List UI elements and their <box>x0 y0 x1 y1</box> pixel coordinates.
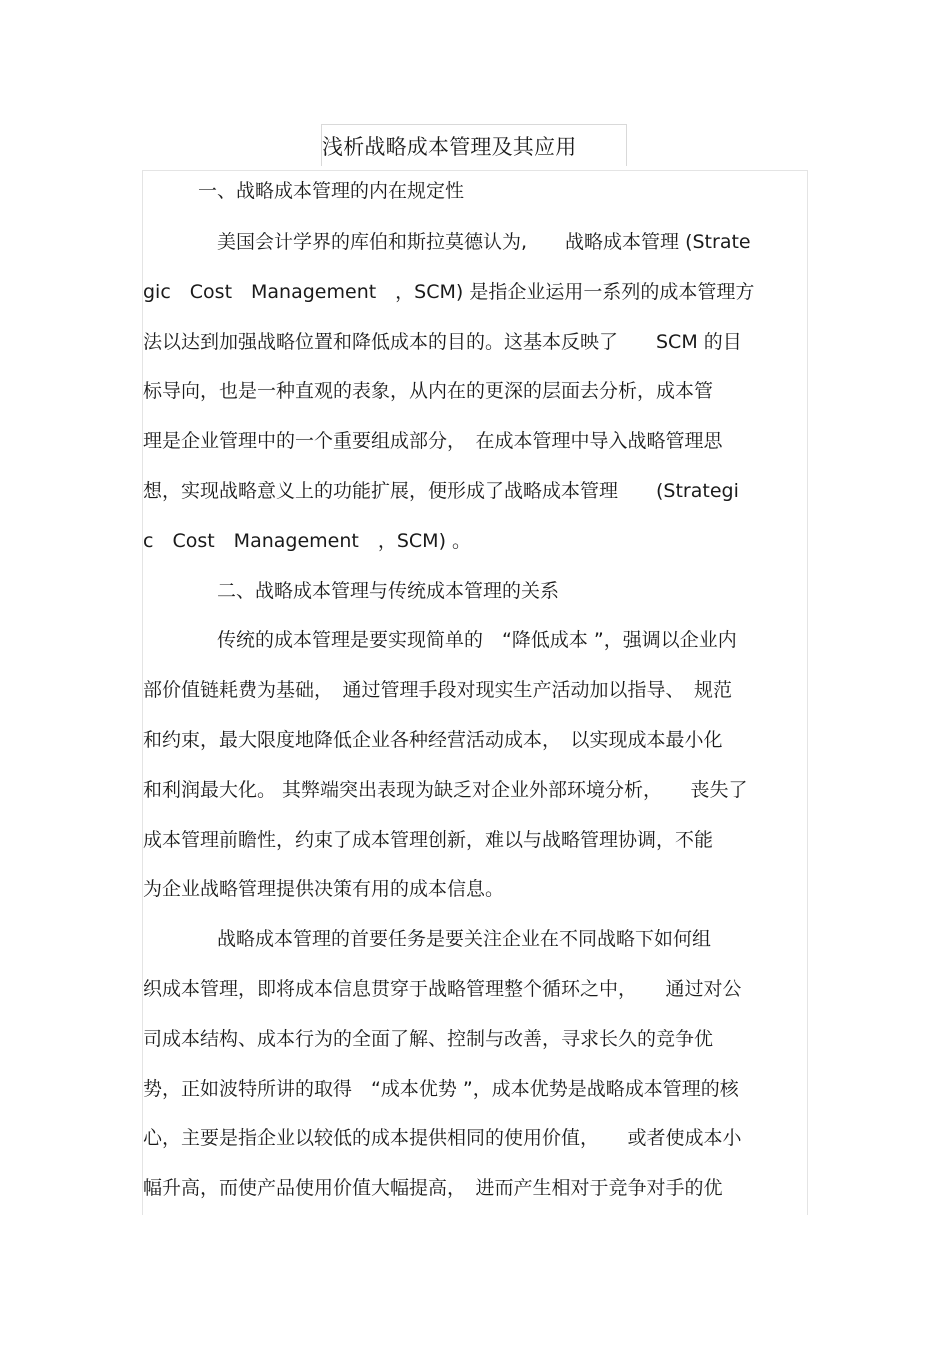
paragraph-line: 战略成本管理的首要任务是要关注企业在不同战略下如何组 <box>217 928 712 950</box>
paragraph-line: 法以达到加强战略位置和降低成本的目的。这基本反映了 SCM 的目 <box>143 331 742 353</box>
section-heading-2: 二、战略成本管理与传统成本管理的关系 <box>217 580 560 602</box>
paragraph-line: 和利润最大化。 其弊端突出表现为缺乏对企业外部环境分析， 丧失了 <box>143 779 748 801</box>
paragraph-line: 传统的成本管理是要实现简单的 “降低成本 ”，强调以企业内 <box>217 629 737 651</box>
paragraph-line: 部价值链耗费为基础， 通过管理手段对现实生产活动加以指导、 规范 <box>143 679 733 701</box>
paragraph-line: 织成本管理，即将成本信息贯穿于战略管理整个循环之中， 通过对公 <box>143 978 742 1000</box>
paragraph-line: 美国会计学界的库伯和斯拉莫德认为, 战略成本管理 (Strate <box>217 231 751 253</box>
paragraph-line: 成本管理前瞻性，约束了成本管理创新，难以与战略管理协调，不能 <box>143 829 714 851</box>
paragraph-line: 理是企业管理中的一个重要组成部分， 在成本管理中导入战略管理思 <box>143 430 723 452</box>
paragraph-line: 标导向，也是一种直观的表象，从内在的更深的层面去分析，成本管 <box>143 380 714 402</box>
paragraph-line: c Cost Management ，SCM) 。 <box>143 530 472 552</box>
paragraph-line: 想，实现战略意义上的功能扩展，便形成了战略成本管理 (Strategi <box>143 480 739 502</box>
paragraph-line: 司成本结构、成本行为的全面了解、控制与改善，寻求长久的竞争优 <box>143 1028 714 1050</box>
section-heading-1: 一、战略成本管理的内在规定性 <box>198 180 465 202</box>
paragraph-line: 和约束，最大限度地降低企业各种经营活动成本， 以实现成本最小化 <box>143 729 723 751</box>
paragraph-line: gic Cost Management ，SCM) 是指企业运用一系列的成本管理方 <box>143 281 755 303</box>
document-title: 浅析战略成本管理及其应用 <box>322 135 577 159</box>
paragraph-line: 心，主要是指企业以较低的成本提供相同的使用价值， 或者使成本小 <box>143 1127 742 1149</box>
paragraph-line: 为企业战略管理提供决策有用的成本信息。 <box>143 878 505 900</box>
paragraph-line: 幅升高，而使产品使用价值大幅提高， 进而产生相对于竞争对手的优 <box>143 1177 723 1199</box>
paragraph-line: 势，正如波特所讲的取得 “成本优势 ”，成本优势是战略成本管理的核 <box>143 1078 739 1100</box>
